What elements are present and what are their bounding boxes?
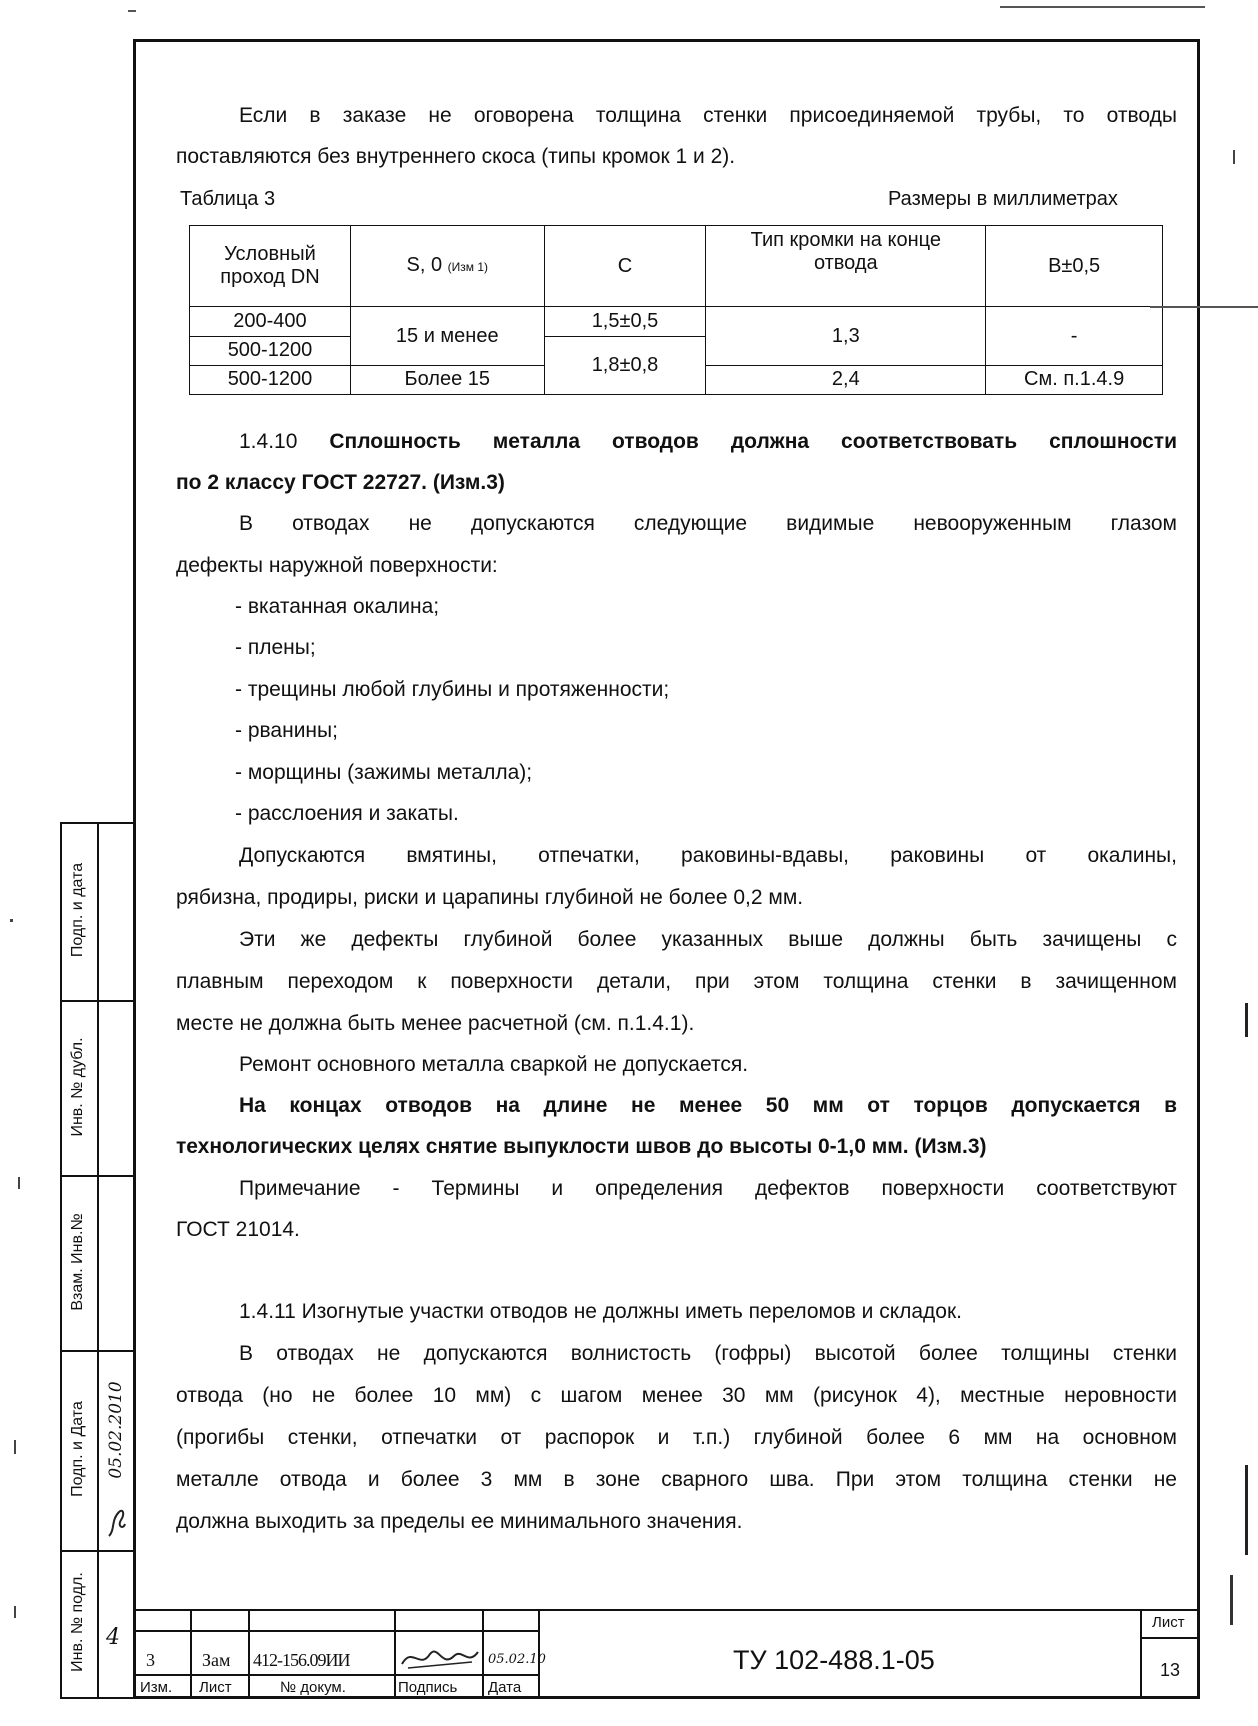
sheet-label: Лист — [1152, 1614, 1185, 1631]
side-label-inv-orig: Инв. № подл. — [69, 1572, 86, 1672]
rev-date: 05.02.10 — [488, 1652, 546, 1667]
col-label-date: Дата — [488, 1679, 522, 1696]
header-dn: Условный проход DN — [190, 226, 351, 307]
side-stamp-divider — [97, 822, 99, 1699]
para-1411: 1.4.11 Изогнутые участки отводов не должны иметь переломов и складок. — [239, 1300, 963, 1323]
handwritten-date: 05.02.2010 — [106, 1381, 126, 1479]
list-item: - вкатанная окалина; — [235, 595, 440, 618]
side-stamp-divider — [60, 1175, 136, 1177]
sheet-number: 13 — [1160, 1660, 1181, 1680]
scan-artifact-mark — [10, 919, 13, 922]
side-stamp-divider — [60, 1350, 136, 1352]
para-defects-line-1: В отводах не допускаются следующие видимые невооруженным глазом — [239, 512, 1177, 535]
para-allowed-line-1: Допускаются вмятины, отпечатки, раковины-вдавы, раковины от окалины, — [239, 844, 1177, 867]
intro-line-1: Если в заказе не оговорена толщина стенки присоединяемой трубы, то отводы — [239, 104, 1177, 127]
para-cleaning-line-1: Эти же дефекты глубиной более указанных выше должны быть зачищены с — [239, 928, 1177, 951]
scan-artifact-mark — [1233, 150, 1235, 164]
scan-artifact-mark — [1245, 1465, 1248, 1555]
rev-signature — [398, 1640, 482, 1674]
rev-number: 3 — [146, 1650, 155, 1670]
scan-artifact-mark — [1245, 1003, 1248, 1037]
para-1410-line-2: по 2 классу ГОСТ 22727. (Изм.3) — [176, 471, 505, 494]
para-1410-line-1: 1.4.10 Сплошность металла отводов должна соответствовать сплошности — [239, 430, 1177, 453]
title-block-line — [394, 1609, 396, 1699]
cell-b-b: См. п.1.4.9 — [986, 365, 1163, 394]
cell-s-b: Более 15 — [350, 365, 544, 394]
header-c: C — [544, 226, 706, 307]
rev-doc: 412-156.09ИИ — [253, 1650, 350, 1670]
side-stamp-divider — [60, 1000, 136, 1002]
para-note-line-1: Примечание - Термины и определения дефектов поверхности соответствуют — [239, 1177, 1177, 1200]
scan-artifact-mark — [14, 1606, 16, 1618]
title-block-line — [133, 1630, 538, 1632]
title-block-line — [1140, 1609, 1142, 1699]
para-wave-line-4: металле отвода и более 3 мм в зоне сварного шва. При этом толщина стенки не — [176, 1468, 1177, 1491]
list-item: - рванины; — [235, 719, 338, 742]
title-block-line — [190, 1609, 192, 1699]
title-block-line — [1140, 1637, 1200, 1639]
handwritten-signature — [105, 1500, 129, 1540]
para-wave-line-5: должна выходить за пределы ее минимального значения. — [176, 1510, 743, 1533]
para-wave-line-3: (прогибы стенки, отпечатки от распорок и т.п.) глубиной более 6 мм на основном — [176, 1426, 1177, 1449]
list-item: - плены; — [235, 636, 316, 659]
scan-artifact-mark — [18, 1177, 20, 1189]
para-repair: Ремонт основного металла сваркой не допускается. — [239, 1053, 749, 1076]
title-block-line — [248, 1609, 250, 1699]
cell-dn-1: 200-400 — [190, 307, 351, 336]
rev-sheet: Зам — [202, 1650, 231, 1670]
para-allowed-line-2: рябизна, продиры, риски и царапины глубиной не более 0,2 мм. — [176, 886, 804, 909]
cell-dn-2: 500-1200 — [190, 336, 351, 365]
list-item: - морщины (зажимы металла); — [235, 761, 533, 784]
scan-artifact-line — [1000, 6, 1205, 8]
side-label-sign-date: Подп. и дата — [69, 862, 86, 958]
col-label-doc: № докум. — [280, 1679, 346, 1696]
list-item: - трещины любой глубины и протяженности; — [235, 678, 670, 701]
cell-s-a: 15 и менее — [350, 307, 544, 365]
side-label-inv-dup: Инв. № дубл. — [69, 1037, 86, 1137]
title-block-line — [133, 1674, 538, 1676]
scan-artifact-dash — [128, 10, 136, 12]
header-b: B±0,5 — [986, 226, 1163, 307]
cell-b-a: - — [986, 307, 1163, 365]
col-label-sheet: Лист — [199, 1679, 232, 1696]
para-ends-line-2: технологических целях снятие выпуклости швов до высоты 0-1,0 мм. (Изм.3) — [176, 1135, 987, 1158]
para-wave-line-1: В отводах не допускаются волнистость (гофры) высотой более толщины стенки — [239, 1342, 1177, 1365]
table-caption: Таблица 3 — [180, 188, 276, 210]
col-label-signature: Подпись — [398, 1679, 458, 1696]
side-label-replace-inv: Взам. Инв.№ — [69, 1213, 86, 1311]
cell-dn-3: 500-1200 — [190, 365, 351, 394]
document-code: ТУ 102-488.1-05 — [733, 1645, 935, 1675]
scan-artifact-mark — [14, 1440, 16, 1454]
para-note-line-2: ГОСТ 21014. — [176, 1218, 300, 1241]
cell-edge-b: 2,4 — [706, 365, 986, 394]
para-cleaning-line-3: месте не должна быть менее расчетной (см. п.1.4.1). — [176, 1012, 695, 1035]
para-ends-line-1: На концах отводов на длине не менее 50 мм от торцов допускается в — [239, 1094, 1177, 1117]
side-stamp-divider — [60, 1550, 136, 1552]
scan-artifact-line-right — [1150, 306, 1258, 308]
para-defects-line-2: дефекты наружной поверхности: — [176, 554, 498, 577]
para-wave-line-2: отвода (но не более 10 мм) с шагом менее 30 мм (рисунок 4), местные неровности — [176, 1384, 1177, 1407]
intro-line-2: поставляются без внутреннего скоса (типы кромок 1 и 2). — [176, 145, 736, 168]
scan-artifact-mark — [1230, 1575, 1233, 1625]
handwritten-inv: 4 — [106, 1625, 120, 1650]
dimensions-table — [189, 225, 1163, 395]
header-s: S, 0 (Изм 1) — [350, 226, 544, 307]
title-block-line — [482, 1609, 484, 1699]
header-edge: Тип кромки на конце отвода — [706, 226, 986, 307]
table-units: Размеры в миллиметрах — [888, 188, 1118, 210]
cell-c-a: 1,5±0,5 — [544, 307, 706, 336]
list-item: - расслоения и закаты. — [235, 802, 459, 825]
para-cleaning-line-2: плавным переходом к поверхности детали, при этом толщина стенки в зачищенном — [176, 970, 1177, 993]
cell-edge-a: 1,3 — [706, 307, 986, 365]
side-label-sign-date-2: Подп. и Дата — [69, 1401, 86, 1497]
col-label-change: Изм. — [140, 1679, 173, 1696]
cell-c-b: 1,8±0,8 — [544, 336, 706, 394]
